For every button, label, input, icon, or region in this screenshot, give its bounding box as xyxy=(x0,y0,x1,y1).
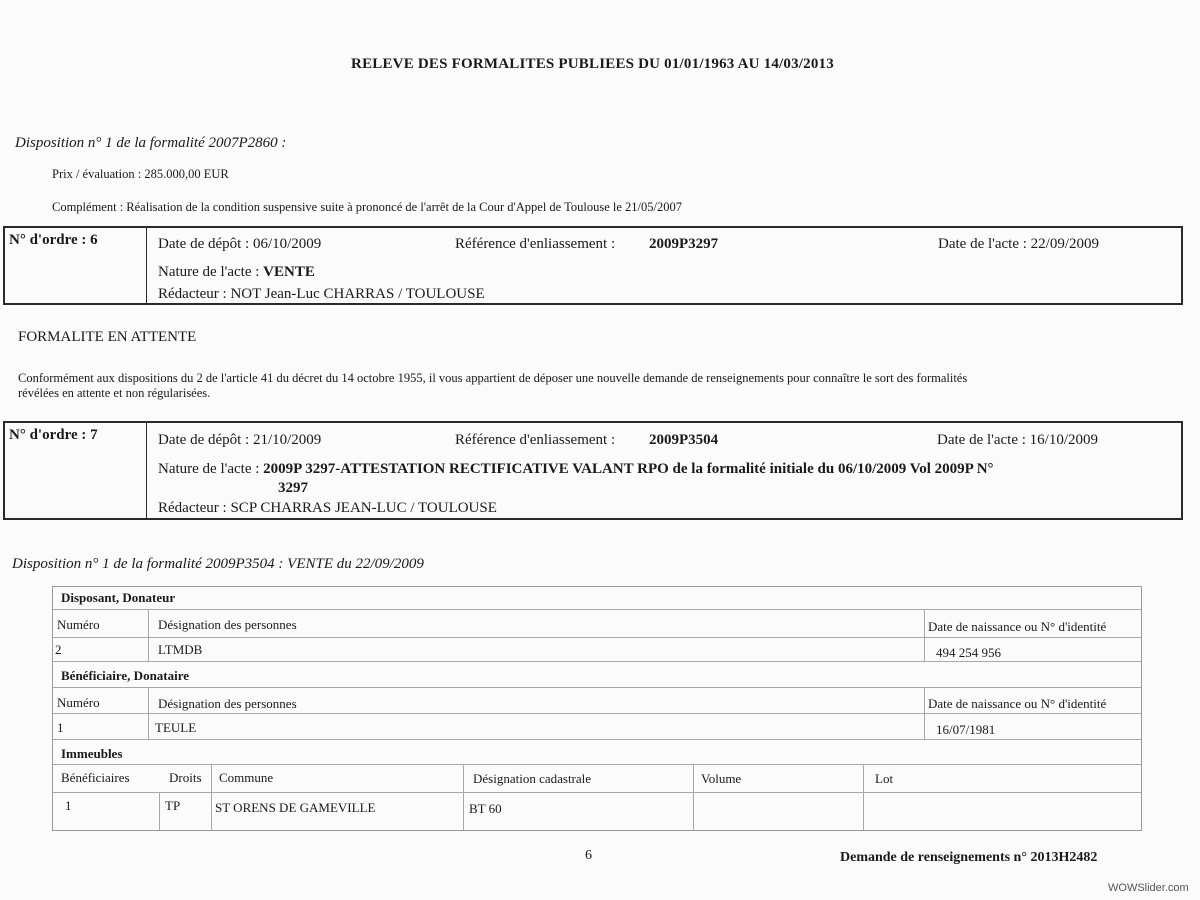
nature-value-cont: 3297 xyxy=(278,480,308,496)
disposition-table xyxy=(52,586,1142,831)
date-acte: Date de l'acte : 16/10/2009 xyxy=(937,432,1098,448)
disposition-heading: Disposition n° 1 de la formalité 2007P2860 : xyxy=(15,135,287,151)
reference-label: Référence d'enliassement : xyxy=(455,432,616,448)
page-number: 6 xyxy=(585,848,592,863)
attente-text xyxy=(18,371,1168,401)
cell-beneficiaire: 1 xyxy=(65,798,72,813)
col-header-designation-cadastrale: Désignation cadastrale xyxy=(473,771,592,786)
col-header-designation: Désignation des personnes xyxy=(158,696,297,711)
prix-evaluation: Prix / évaluation : 285.000,00 EUR xyxy=(52,167,229,181)
col-header-date-naissance: Date de naissance ou N° d'identité xyxy=(928,619,1107,634)
cell-identite: 494 254 956 xyxy=(936,645,1001,660)
date-depot: Date de dépôt : 06/10/2009 xyxy=(158,236,322,252)
nature-label: Nature de l'acte : xyxy=(158,264,260,280)
section-immeubles: Immeubles xyxy=(61,746,123,761)
nature-value: VENTE xyxy=(263,264,315,280)
cell-commune: ST ORENS DE GAMEVILLE xyxy=(215,800,376,815)
col-header-commune: Commune xyxy=(219,770,274,785)
section-disposant: Disposant, Donateur xyxy=(61,590,176,605)
reference-label: Référence d'enliassement : xyxy=(455,236,616,252)
col-header-droits: Droits xyxy=(169,770,202,785)
col-header-lot: Lot xyxy=(875,771,894,786)
cell-droits: TP xyxy=(165,798,181,813)
col-header-beneficiaires: Bénéficiaires xyxy=(61,770,130,785)
cell-designation-cadastrale: BT 60 xyxy=(469,801,502,816)
cell-numero: 2 xyxy=(55,642,62,657)
col-header-volume: Volume xyxy=(701,771,742,786)
ordre-box-6 xyxy=(3,226,1183,305)
attente-text-line: révélées en attente et non régularisées. xyxy=(18,386,211,400)
date-acte: Date de l'acte : 22/09/2009 xyxy=(938,236,1099,252)
demande-reference: Demande de renseignements n° 2013H2482 xyxy=(840,850,1098,865)
col-header-designation: Désignation des personnes xyxy=(158,617,297,632)
ordre-label: N° d'ordre : 6 xyxy=(9,232,98,248)
nature-value: 2009P 3297-ATTESTATION RECTIFICATIVE VALANT RPO de la formalité initiale du 06/10/2009 Vol 2009P N° xyxy=(263,461,994,477)
nature-acte xyxy=(158,460,1168,498)
reference-value: 2009P3297 xyxy=(649,236,719,252)
ordre-box-7 xyxy=(3,421,1183,520)
attente-text-line: Conformément aux dispositions du 2 de l'article 41 du décret du 14 octobre 1955, il vous appartient de déposer une nouvelle demande de renseignements pour connaître le sort des formalités xyxy=(18,371,968,385)
date-depot: Date de dépôt : 21/10/2009 xyxy=(158,432,322,448)
attente-heading: FORMALITE EN ATTENTE xyxy=(18,329,197,345)
cell-identite: 16/07/1981 xyxy=(936,722,996,737)
redacteur: Rédacteur : NOT Jean-Luc CHARRAS / TOULOUSE xyxy=(158,286,485,302)
redacteur: Rédacteur : SCP CHARRAS JEAN-LUC / TOULOUSE xyxy=(158,500,497,516)
nature-acte xyxy=(158,264,315,281)
disposition-heading: Disposition n° 1 de la formalité 2009P3504 : VENTE du 22/09/2009 xyxy=(12,556,424,572)
reference-value: 2009P3504 xyxy=(649,432,719,448)
section-beneficiaire: Bénéficiaire, Donataire xyxy=(61,668,190,683)
cell-designation: LTMDB xyxy=(158,642,203,657)
col-header-numero: Numéro xyxy=(57,695,100,710)
cell-designation: TEULE xyxy=(155,720,197,735)
col-header-date-naissance: Date de naissance ou N° d'identité xyxy=(928,696,1107,711)
nature-label: Nature de l'acte : xyxy=(158,461,260,477)
complement: Complément : Réalisation de la condition suspensive suite à prononcé de l'arrêt de la Cour d'Appel de Toulouse le 21/05/2007 xyxy=(52,200,682,214)
watermark[interactable]: WOWSlider.com xyxy=(1108,882,1189,894)
cell-numero: 1 xyxy=(57,720,64,735)
col-header-numero: Numéro xyxy=(57,617,100,632)
page-title: RELEVE DES FORMALITES PUBLIEES DU 01/01/1963 AU 14/03/2013 xyxy=(351,56,834,72)
ordre-label: N° d'ordre : 7 xyxy=(9,427,98,443)
